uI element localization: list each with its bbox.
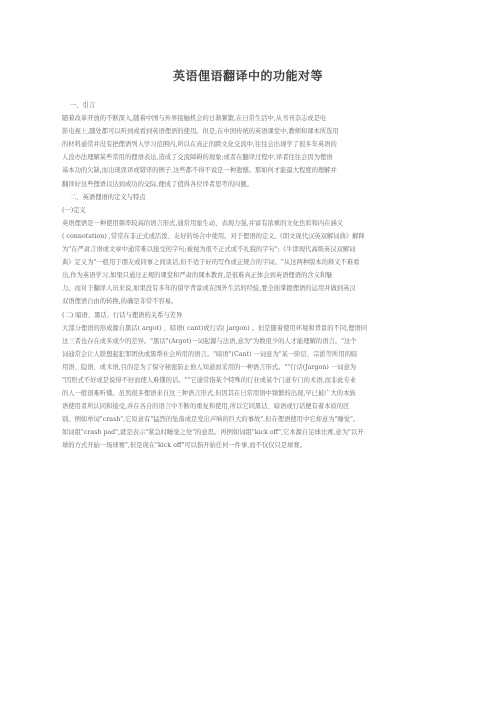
- body-line: 的材料通常并没有把俚语列入学习范围内,所以在真正的跨文化交流中,往往会出现学了很多年英语的: [62, 141, 337, 149]
- body-line: 双语俚语自由的转换,的确是非常不容易。: [62, 298, 178, 306]
- section-heading: 一、引言: [70, 102, 96, 109]
- body-line: 随着改革开放的不断深入,随着中国与外界接触机会的日渐频繁,在日常生活中,从书刊杂志或是电: [62, 115, 327, 123]
- body-line: 别。例如单词"crash",它原意有"猛烈的坠落或是发出声响的巨大的事故",但在俚语使用中它却意为"睡觉"。: [62, 416, 360, 424]
- document-title: 英语俚语翻译中的功能对等: [172, 69, 323, 83]
- body-line: ( connotation) ,常常在非正式或活泼、友好的场合中使用。对于俚语的定义,《朗文现代汉英双解词典》解释: [62, 232, 365, 240]
- document-body: [62, 99, 442, 453]
- section-heading: (二) 暗语、黑话、行话与俚语的关系与差异: [62, 311, 183, 319]
- section-heading: (一)定义: [62, 206, 86, 214]
- body-line: 大部分俚语的形成源自黑话( argot) 、暗语( cant)或行话( jargon) 。但是随着使用环境和背景的不同,俚语同: [62, 324, 368, 332]
- body-line: 英语俚语是一种使用频率较高的语言形式,通常用象生动、表现力强,并富有浓重的文化色彩和内在涵义: [62, 219, 344, 227]
- body-line: 基本功的欠缺,而出现误译或错译的例子,这些都不得不说是一种遗憾。那如何才能最大程度的理解并: [62, 167, 337, 175]
- section-heading: 二、英语俚语的定义与特点: [70, 193, 146, 201]
- body-line: 的人一般很难听懂。虽然很多俚语来自这三种语言形式,但因其在日常用语中频繁的出现,早已被广大的本族: [62, 390, 356, 398]
- body-line: 用语、隐语、或术语,目的是为了保守秘密防止他人知道而采用的一种语言形式。""行话(Jargon) 一词意为: [62, 363, 357, 371]
- body-line: 典》定义为"一般用于朋友或同事之间谈话,但不适于好的写作或正规合的字词。"从这两种版本的释义不难看: [62, 259, 360, 267]
- body-line: 词通常会让人联想起犯罪团伙或黑帮社会所用的语言。"暗语"(Cant) 一词意为"某一阶层、宗派等所用的暗: [62, 350, 358, 358]
- body-line: 翻译好这些俚语以达到成功的交际,便成了值得各位译者思考的问题。: [62, 180, 253, 188]
- body-line: 出,作为英语学习,如果只通过正规的课堂和严肃的课本教育,是很难真正体会到英语俚语的含义和魅: [62, 272, 333, 280]
- body-line: 影电视上,随处都可以听到或看到英语俚语的使用。但是,在中国传统的英语课堂中,教师和课本所选用: [62, 128, 339, 136]
- body-line: 语使用者所认同和接受,并在各自的语言中不断的重复和使用,所以它同黑话、暗语或行话便有着本质的区: [62, 403, 350, 411]
- body-line: "因形式不好或是说得不好而使人难懂的话。""它通常指某个特殊的行业或某个门道专门的术语,而非此专业: [62, 376, 357, 384]
- body-line: 这三者也存在或多或少的差异。"黑话"(Argot)一词起源与法语,意为"为数很少的人才能理解的语言。"这个: [62, 337, 357, 345]
- body-line: 球的方式开始一场球赛",但是现在"kick off"可以指开始任何一件事,而不仅仅只是球赛。: [62, 442, 306, 450]
- body-line: 为"在严肃言语或文章中通常难以接受的字句;被视为很不正式或不礼貌的字句";《牛津现代高级英汉双解词: [62, 246, 356, 254]
- body-line: 如词组"crash pad",就是表示"紧急时睡觉之处"的意思。再例如词组"kick off",它本源自足球比赛,意为"以开: [62, 429, 364, 437]
- body-line: 人没办法理解某些常用的俚语表达,造成了交流障碍的现象;或者在翻译过程中,译者往往会因为俚语: [62, 154, 333, 162]
- body-line: 力。而对于翻译人员来说,如果没有多年的留学背景或在国外生活的经验,要全面掌握俚语的运用并做到英汉: [62, 285, 356, 293]
